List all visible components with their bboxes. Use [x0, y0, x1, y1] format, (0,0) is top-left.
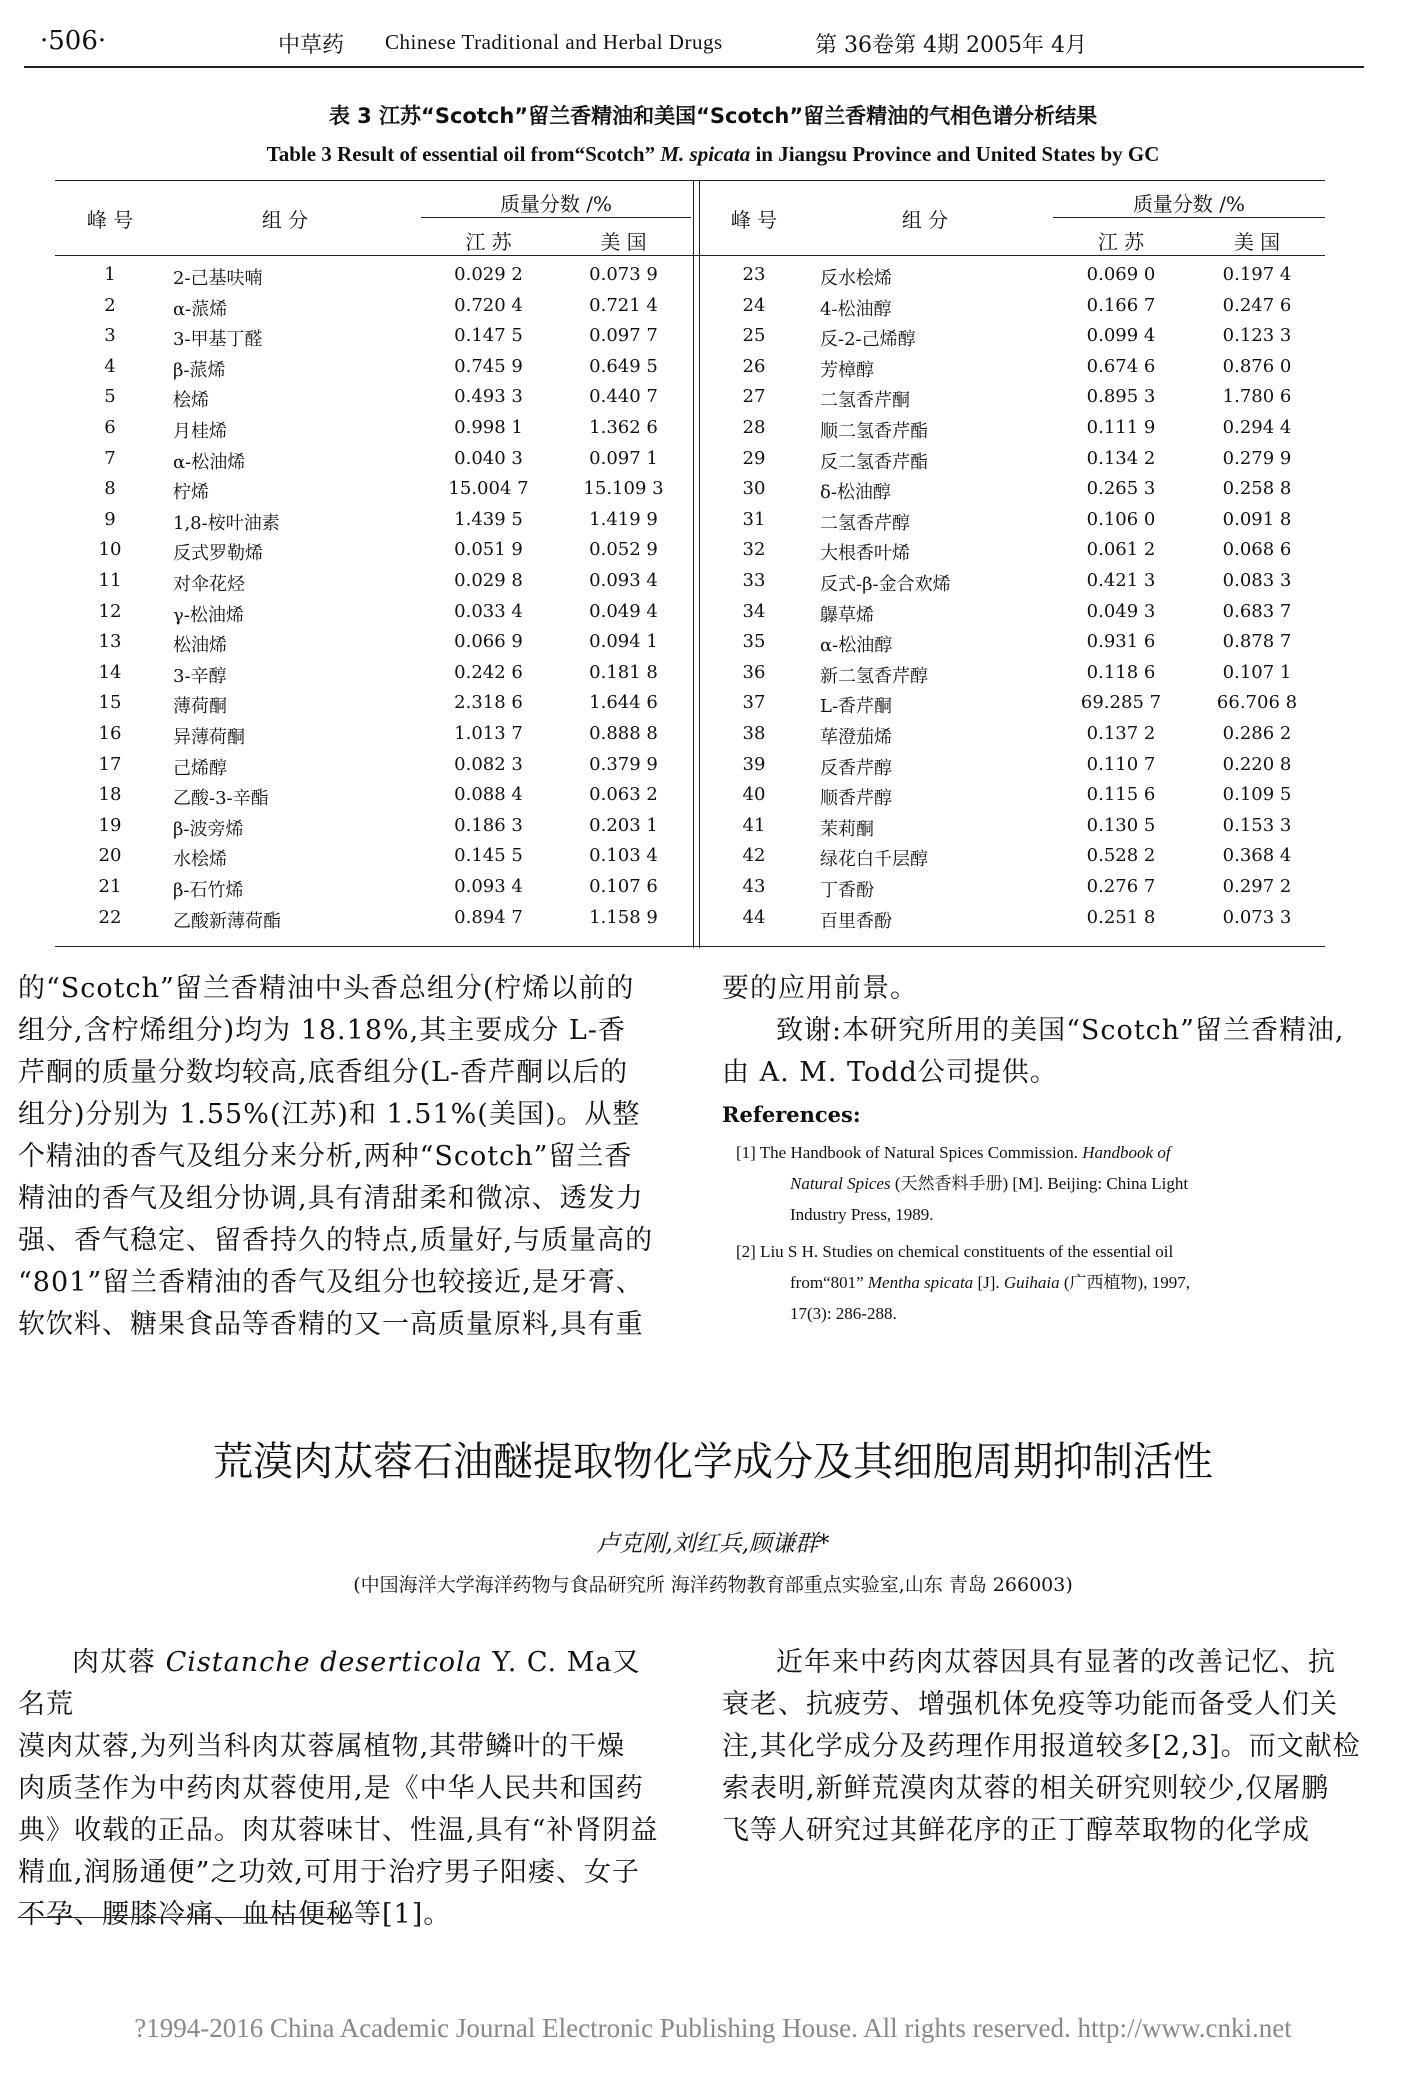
mass-fraction-us: 0.063 2 — [589, 784, 658, 806]
mass-fraction-jiangsu: 0.147 5 — [454, 325, 523, 347]
component-name: 芳樟醇 — [820, 359, 874, 381]
ref2-line-b-pre: from“801” — [790, 1273, 864, 1292]
mass-fraction-us: 0.683 7 — [1222, 600, 1292, 622]
intro-text-line: 肉质茎作为中药肉苁蓉使用,是《中华人民共和国药 — [18, 1773, 644, 1804]
mass-subheader-rule-right — [1053, 217, 1325, 218]
mass-fraction-jiangsu: 0.745 9 — [454, 355, 523, 377]
mass-fraction-us: 0.247 6 — [1222, 294, 1292, 316]
intro-text-line: 典》收载的正品。肉苁蓉味甘、性温,具有“补肾阴益 — [18, 1815, 659, 1846]
peak-number: 39 — [742, 753, 766, 775]
col-mass-right: 质量分数 /% — [1132, 192, 1246, 216]
intro-right-column — [722, 1642, 1382, 1852]
mass-fraction-us: 0.068 6 — [1222, 539, 1292, 561]
peak-number: 2 — [104, 294, 116, 316]
component-name: 柠烯 — [173, 482, 209, 504]
mass-fraction-us: 0.440 7 — [589, 386, 658, 408]
peak-number: 4 — [104, 355, 116, 377]
peak-number: 1 — [104, 264, 116, 285]
references-heading: References: — [722, 1102, 861, 1127]
mass-fraction-jiangsu: 0.061 2 — [1086, 539, 1156, 561]
table-header-rule — [55, 255, 1325, 256]
ref1-title-a: Handbook of — [1082, 1143, 1171, 1162]
peak-number: 41 — [742, 814, 766, 836]
article-affiliation: (中国海洋大学海洋药物与食品研究所 海洋药物教育部重点实验室,山东 青岛 266003) — [353, 1574, 1073, 1596]
mass-fraction-us: 0.379 9 — [589, 753, 658, 775]
component-name: 松油烯 — [173, 635, 227, 657]
body-text-line: 组分)分别为 1.55%(江苏)和 1.51%(美国)。从整 — [18, 1099, 641, 1130]
peak-number: 35 — [742, 631, 766, 653]
mass-fraction-us: 0.220 8 — [1222, 753, 1292, 775]
gc-results-table — [55, 180, 1325, 950]
body-text-line: “801”留兰香精油的香气及组分也较接近,是牙膏、 — [18, 1267, 644, 1298]
mass-fraction-jiangsu: 0.931 6 — [1086, 631, 1156, 653]
mass-fraction-jiangsu: 0.033 4 — [454, 600, 523, 622]
ref2-species: Mentha spicata — [867, 1273, 974, 1292]
mass-fraction-us: 1.362 6 — [589, 417, 658, 438]
component-name: 荜澄茄烯 — [820, 727, 892, 748]
component-name: 3-甲基丁醛 — [173, 329, 263, 351]
component-name: 对伞花烃 — [173, 574, 245, 595]
mass-fraction-us: 0.052 9 — [589, 539, 658, 561]
mass-fraction-jiangsu: 0.251 8 — [1086, 906, 1156, 928]
mass-fraction-jiangsu: 0.093 4 — [454, 876, 523, 897]
peak-number: 23 — [742, 264, 766, 285]
component-name: 反式罗勒烯 — [173, 543, 263, 565]
component-name: 乙酸-3-辛酯 — [173, 788, 269, 810]
article-title: 荒漠肉苁蓉石油醚提取物化学成分及其细胞周期抑制活性 — [213, 1439, 1213, 1485]
mass-fraction-us: 0.297 2 — [1222, 876, 1292, 897]
mass-fraction-jiangsu: 0.029 8 — [454, 570, 523, 591]
peak-number: 9 — [104, 508, 116, 530]
ref1-line-b: (天然香料手册) [M]. Beijing: China Light — [894, 1174, 1189, 1193]
peak-number: 11 — [98, 570, 122, 591]
intro-text-line: 注,其化学成分及药理作用报道较多[2,3]。而文献检 — [722, 1731, 1361, 1762]
mass-fraction-jiangsu: 0.069 0 — [1086, 264, 1156, 285]
peak-number: 19 — [98, 814, 122, 836]
mass-fraction-jiangsu: 0.242 6 — [454, 661, 523, 683]
mass-fraction-us: 0.294 4 — [1222, 417, 1292, 438]
col-js-left: 江 苏 — [465, 230, 512, 254]
table-caption-en-species: M. spicata — [660, 142, 751, 166]
peak-number: 3 — [104, 325, 116, 347]
mass-fraction-jiangsu: 0.134 2 — [1086, 447, 1156, 469]
intro-text-line: 精血,润肠通便”之功效,可用于治疗男子阳痿、女子 — [18, 1857, 640, 1888]
component-name: 水桧烯 — [173, 849, 227, 871]
mass-fraction-jiangsu: 0.493 3 — [454, 386, 523, 408]
table-bottom-rule — [55, 946, 1325, 947]
journal-name-en: Chinese Traditional and Herbal Drugs — [385, 30, 723, 54]
component-name: 顺二氢香芹酯 — [820, 421, 928, 442]
mass-fraction-jiangsu: 0.051 9 — [454, 539, 523, 561]
mass-fraction-jiangsu: 0.186 3 — [454, 814, 523, 836]
peak-number: 27 — [742, 386, 766, 408]
component-name: L-香芹酮 — [820, 696, 893, 718]
component-name: 4-松油醇 — [820, 298, 892, 320]
mass-fraction-jiangsu: 0.674 6 — [1086, 355, 1156, 377]
peak-number: 38 — [742, 723, 766, 744]
peak-number: 10 — [98, 539, 122, 561]
component-name: 新二氢香芹醇 — [820, 665, 928, 687]
intro-left-column — [18, 1642, 668, 1936]
mass-fraction-us: 0.093 4 — [589, 570, 658, 591]
reference-1 — [736, 1137, 1376, 1230]
component-name: 百里香酚 — [820, 910, 892, 932]
mass-fraction-jiangsu: 0.894 7 — [454, 906, 523, 928]
mass-fraction-us: 1.158 9 — [589, 906, 658, 928]
component-name: γ-松油烯 — [173, 604, 244, 626]
component-name: 己烯醇 — [173, 757, 227, 779]
component-name: 3-辛醇 — [173, 665, 227, 687]
col-us-right: 美 国 — [1233, 230, 1281, 254]
mass-fraction-us: 0.107 6 — [589, 876, 658, 897]
peak-number: 42 — [742, 845, 766, 867]
peak-number: 40 — [742, 784, 766, 806]
mass-fraction-us: 0.123 3 — [1222, 325, 1292, 347]
ref2-line-a: [2] Liu S H. Studies on chemical constituents of the essential oil — [736, 1242, 1174, 1261]
peak-number: 15 — [98, 692, 122, 714]
peak-number: 18 — [98, 784, 122, 806]
mass-fraction-jiangsu: 2.318 6 — [454, 692, 523, 714]
peak-number: 26 — [742, 355, 766, 377]
mass-fraction-jiangsu: 15.004 7 — [448, 478, 529, 500]
component-name: 薄荷酮 — [173, 696, 227, 718]
component-name: δ-松油醇 — [820, 482, 891, 504]
body-right-column — [722, 968, 1382, 1094]
table-caption-en — [0, 142, 1426, 167]
table-divider-1 — [693, 180, 694, 948]
mass-fraction-us: 15.109 3 — [583, 478, 664, 500]
mass-fraction-jiangsu: 1.439 5 — [454, 508, 523, 530]
component-name: 绿花白千层醇 — [820, 849, 928, 871]
mass-fraction-us: 0.721 4 — [589, 294, 658, 316]
component-name: 2-己基呋喃 — [173, 268, 263, 289]
mass-fraction-us: 1.780 6 — [1222, 386, 1292, 408]
peak-number: 25 — [742, 325, 766, 347]
component-name: 二氢香芹醇 — [820, 512, 910, 534]
mass-fraction-us: 1.644 6 — [589, 692, 658, 714]
peak-number: 13 — [98, 631, 122, 653]
issue-info: 第 36卷第 4期 2005年 4月 — [815, 33, 1087, 58]
mass-fraction-us: 0.181 8 — [589, 661, 658, 683]
component-name: α-松油醇 — [820, 635, 893, 657]
body-text-line: 芹酮的质量分数均较高,底香组分(L-香芹酮以后的 — [18, 1057, 629, 1088]
mass-fraction-jiangsu: 0.720 4 — [454, 294, 523, 316]
body-left-column — [18, 968, 668, 1346]
mass-fraction-jiangsu: 0.049 3 — [1086, 600, 1156, 622]
mass-fraction-jiangsu: 0.130 5 — [1086, 814, 1156, 836]
peak-number: 21 — [98, 876, 122, 897]
peak-number: 12 — [98, 600, 122, 622]
mass-fraction-jiangsu: 0.110 7 — [1086, 753, 1156, 775]
mass-fraction-us: 66.706 8 — [1216, 692, 1298, 714]
mass-fraction-us: 0.049 4 — [589, 600, 658, 622]
col-peak-right: 峰 号 — [730, 208, 778, 232]
intro-left-lines — [18, 1726, 668, 1936]
mass-fraction-us: 0.091 8 — [1222, 508, 1292, 530]
mass-fraction-jiangsu: 0.118 6 — [1086, 661, 1156, 683]
header-rule — [24, 66, 1364, 68]
peak-number: 7 — [104, 447, 116, 469]
mass-fraction-us: 0.153 3 — [1222, 814, 1292, 836]
peak-number: 30 — [742, 478, 766, 500]
mass-fraction-us: 0.073 3 — [1222, 906, 1292, 928]
mass-fraction-us: 0.649 5 — [589, 355, 658, 377]
mass-fraction-us: 0.097 7 — [589, 325, 658, 347]
mass-fraction-us: 0.878 7 — [1222, 631, 1292, 653]
mass-fraction-us: 0.083 3 — [1222, 570, 1292, 591]
peak-number: 31 — [742, 508, 766, 530]
mass-fraction-us: 0.368 4 — [1222, 845, 1292, 867]
mass-fraction-us: 0.286 2 — [1222, 723, 1292, 744]
col-peak-left: 峰 号 — [86, 208, 134, 232]
mass-fraction-us: 0.876 0 — [1222, 355, 1292, 377]
col-mass-left: 质量分数 /% — [499, 192, 613, 216]
mass-fraction-jiangsu: 0.082 3 — [454, 753, 523, 775]
mass-fraction-jiangsu: 0.066 9 — [454, 631, 523, 653]
mass-fraction-jiangsu: 0.040 3 — [454, 447, 523, 469]
peak-number: 14 — [98, 661, 122, 683]
mass-fraction-us: 0.073 9 — [589, 264, 658, 285]
ref2-line-b-mid: [J]. — [977, 1273, 1000, 1292]
peak-number: 37 — [742, 692, 766, 714]
acknowledgement-line-2: 由 A. M. Todd公司提供。 — [722, 1057, 1058, 1088]
intro-text-line: 索表明,新鲜荒漠肉苁蓉的相关研究则较少,仅屠鹏 — [722, 1773, 1330, 1804]
peak-number: 6 — [104, 417, 116, 438]
copyright-footer: ?1994-2016 China Academic Journal Electronic Publishing House. All rights reserved. http://www.cnki.net — [134, 2013, 1292, 2043]
mass-fraction-jiangsu: 0.265 3 — [1086, 478, 1156, 500]
col-component-left: 组 分 — [261, 208, 309, 232]
component-name: 反二氢香芹酯 — [820, 451, 928, 473]
article-authors: 卢克刚,刘红兵,顾谦群* — [596, 1531, 830, 1557]
table-caption-en-pre: Table 3 Result of essential oil from“Scotch” — [266, 142, 656, 166]
ref1-line-c: Industry Press, 1989. — [790, 1205, 934, 1224]
peak-number: 44 — [742, 906, 766, 928]
col-us-left: 美 国 — [600, 230, 647, 254]
component-name: 顺香芹醇 — [820, 788, 892, 810]
mass-fraction-jiangsu: 0.111 9 — [1086, 417, 1156, 438]
component-name: 茉莉酮 — [820, 818, 874, 840]
peak-number: 36 — [742, 661, 766, 683]
mass-fraction-jiangsu: 0.137 2 — [1086, 723, 1156, 744]
ref2-journal: Guihaia — [1003, 1273, 1060, 1292]
peak-number: 17 — [98, 753, 122, 775]
mass-fraction-jiangsu: 0.276 7 — [1086, 876, 1156, 897]
mass-fraction-jiangsu: 0.115 6 — [1086, 784, 1156, 806]
table-top-rule — [55, 180, 1325, 181]
peak-number: 22 — [98, 906, 122, 928]
component-name: 大根香叶烯 — [820, 543, 910, 565]
mass-fraction-jiangsu: 0.088 4 — [454, 784, 523, 806]
component-name: β-石竹烯 — [173, 880, 244, 901]
page-number: ·506· — [40, 26, 107, 56]
peak-number: 5 — [104, 386, 116, 408]
body-text-line: 软饮料、糖果食品等香精的又一高质量原料,具有重 — [18, 1309, 644, 1340]
mass-fraction-jiangsu: 0.421 3 — [1086, 570, 1156, 591]
ref2-line-b-post: (广西植物), 1997, — [1063, 1273, 1190, 1292]
component-name: 桧烯 — [173, 390, 209, 412]
component-name: 异薄荷酮 — [173, 727, 245, 748]
mass-fraction-jiangsu: 0.099 4 — [1086, 325, 1156, 347]
running-header — [0, 0, 1426, 70]
footnote-rule — [18, 1917, 353, 1918]
component-name: α-蒎烯 — [173, 298, 228, 320]
ref2-line-c: 17(3): 286-288. — [790, 1304, 897, 1323]
component-name: 月桂烯 — [173, 421, 227, 442]
intro-species: Cistanche deserticola — [165, 1647, 483, 1678]
mass-fraction-jiangsu: 69.285 7 — [1080, 692, 1162, 714]
peak-number: 20 — [98, 845, 122, 867]
body-text-line: 组分,含柠烯组分)均为 18.18%,其主要成分 L-香 — [18, 1015, 626, 1046]
mass-fraction-jiangsu: 1.013 7 — [454, 723, 523, 744]
journal-name-cn: 中草药 — [278, 33, 345, 58]
mass-fraction-us: 0.888 8 — [589, 723, 658, 744]
col-js-right: 江 苏 — [1097, 230, 1145, 254]
mass-fraction-jiangsu: 0.998 1 — [454, 417, 523, 438]
intro-line1-post: Y. C. Ma又名荒 — [18, 1647, 641, 1720]
body-text-line: 精油的香气及组分协调,具有清甜柔和微凉、透发力 — [18, 1183, 644, 1214]
mass-fraction-us: 0.094 1 — [589, 631, 658, 653]
mass-fraction-us: 0.258 8 — [1222, 478, 1292, 500]
component-name: β-蒎烯 — [173, 359, 226, 381]
component-name: α-松油烯 — [173, 451, 246, 473]
mass-fraction-us: 0.109 5 — [1222, 784, 1292, 806]
peak-number: 16 — [98, 723, 122, 744]
component-name: 乙酸新薄荷酯 — [173, 910, 281, 932]
mass-fraction-us: 1.419 9 — [589, 508, 658, 530]
peak-number: 43 — [742, 876, 766, 897]
mass-fraction-us: 0.097 1 — [589, 447, 658, 469]
body-text-line: 的“Scotch”留兰香精油中头香总组分(柠烯以前的 — [18, 973, 635, 1004]
col-component-right: 组 分 — [901, 208, 949, 232]
peak-number: 28 — [742, 417, 766, 438]
table-caption-cn: 表 3 江苏“Scotch”留兰香精油和美国“Scotch”留兰香精油的气相色谱分析结果 — [328, 104, 1098, 128]
component-name: 反式-β-金合欢烯 — [820, 574, 951, 595]
mass-fraction-jiangsu: 0.106 0 — [1086, 508, 1156, 530]
peak-number: 32 — [742, 539, 766, 561]
component-name: 丁香酚 — [820, 880, 874, 901]
mass-fraction-jiangsu: 0.145 5 — [454, 845, 523, 867]
conclusion-line: 要的应用前景。 — [722, 973, 918, 1004]
component-name: 反水桧烯 — [820, 268, 892, 289]
component-name: 鸔草烯 — [820, 604, 874, 626]
peak-number: 29 — [742, 447, 766, 469]
peak-number: 34 — [742, 600, 766, 622]
intro-text-line: 近年来中药肉苁蓉因具有显著的改善记忆、抗 — [776, 1647, 1336, 1678]
mass-fraction-us: 0.203 1 — [589, 814, 658, 836]
ref1-line-a: [1] The Handbook of Natural Spices Commission. — [736, 1143, 1079, 1162]
mass-fraction-jiangsu: 0.029 2 — [454, 264, 523, 285]
peak-number: 24 — [742, 294, 766, 316]
mass-fraction-jiangsu: 0.895 3 — [1086, 386, 1156, 408]
intro-text-line: 飞等人研究过其鲜花序的正丁醇萃取物的化学成 — [722, 1815, 1310, 1846]
mass-fraction-jiangsu: 0.166 7 — [1086, 294, 1156, 316]
component-name: 1,8-桉叶油素 — [173, 512, 280, 534]
intro-line1-pre: 肉苁蓉 — [72, 1647, 156, 1678]
peak-number: 8 — [104, 478, 116, 500]
component-name: 反-2-己烯醇 — [820, 329, 916, 351]
intro-text-line: 衰老、抗疲劳、增强机体免疫等功能而备受人们关 — [722, 1689, 1338, 1720]
intro-text-line: 不孕、腰膝冷痛、血枯便秘等[1]。 — [18, 1899, 452, 1930]
peak-number: 33 — [742, 570, 766, 591]
ref1-title-b: Natural Spices — [790, 1174, 891, 1193]
mass-fraction-us: 0.279 9 — [1222, 447, 1292, 469]
intro-text-line: 漠肉苁蓉,为列当科肉苁蓉属植物,其带鳞叶的干燥 — [18, 1731, 626, 1762]
mass-fraction-us: 0.107 1 — [1222, 661, 1292, 683]
body-text-line: 个精油的香气及组分来分析,两种“Scotch”留兰香 — [18, 1141, 633, 1172]
acknowledgement-line-1: 致谢:本研究所用的美国“Scotch”留兰香精油, — [776, 1015, 1345, 1046]
mass-fraction-jiangsu: 0.528 2 — [1086, 845, 1156, 867]
mass-fraction-us: 0.103 4 — [589, 845, 658, 867]
reference-2 — [736, 1236, 1376, 1329]
component-name: 反香芹醇 — [820, 757, 892, 779]
component-name: β-波旁烯 — [173, 818, 244, 840]
table-caption-en-post: in Jiangsu Province and United States by GC — [755, 142, 1160, 166]
mass-fraction-us: 0.197 4 — [1222, 264, 1292, 285]
mass-subheader-rule-left — [421, 217, 691, 218]
body-text-line: 强、香气稳定、留香持久的特点,质量好,与质量高的 — [18, 1225, 654, 1256]
component-name: 二氢香芹酮 — [820, 390, 910, 412]
